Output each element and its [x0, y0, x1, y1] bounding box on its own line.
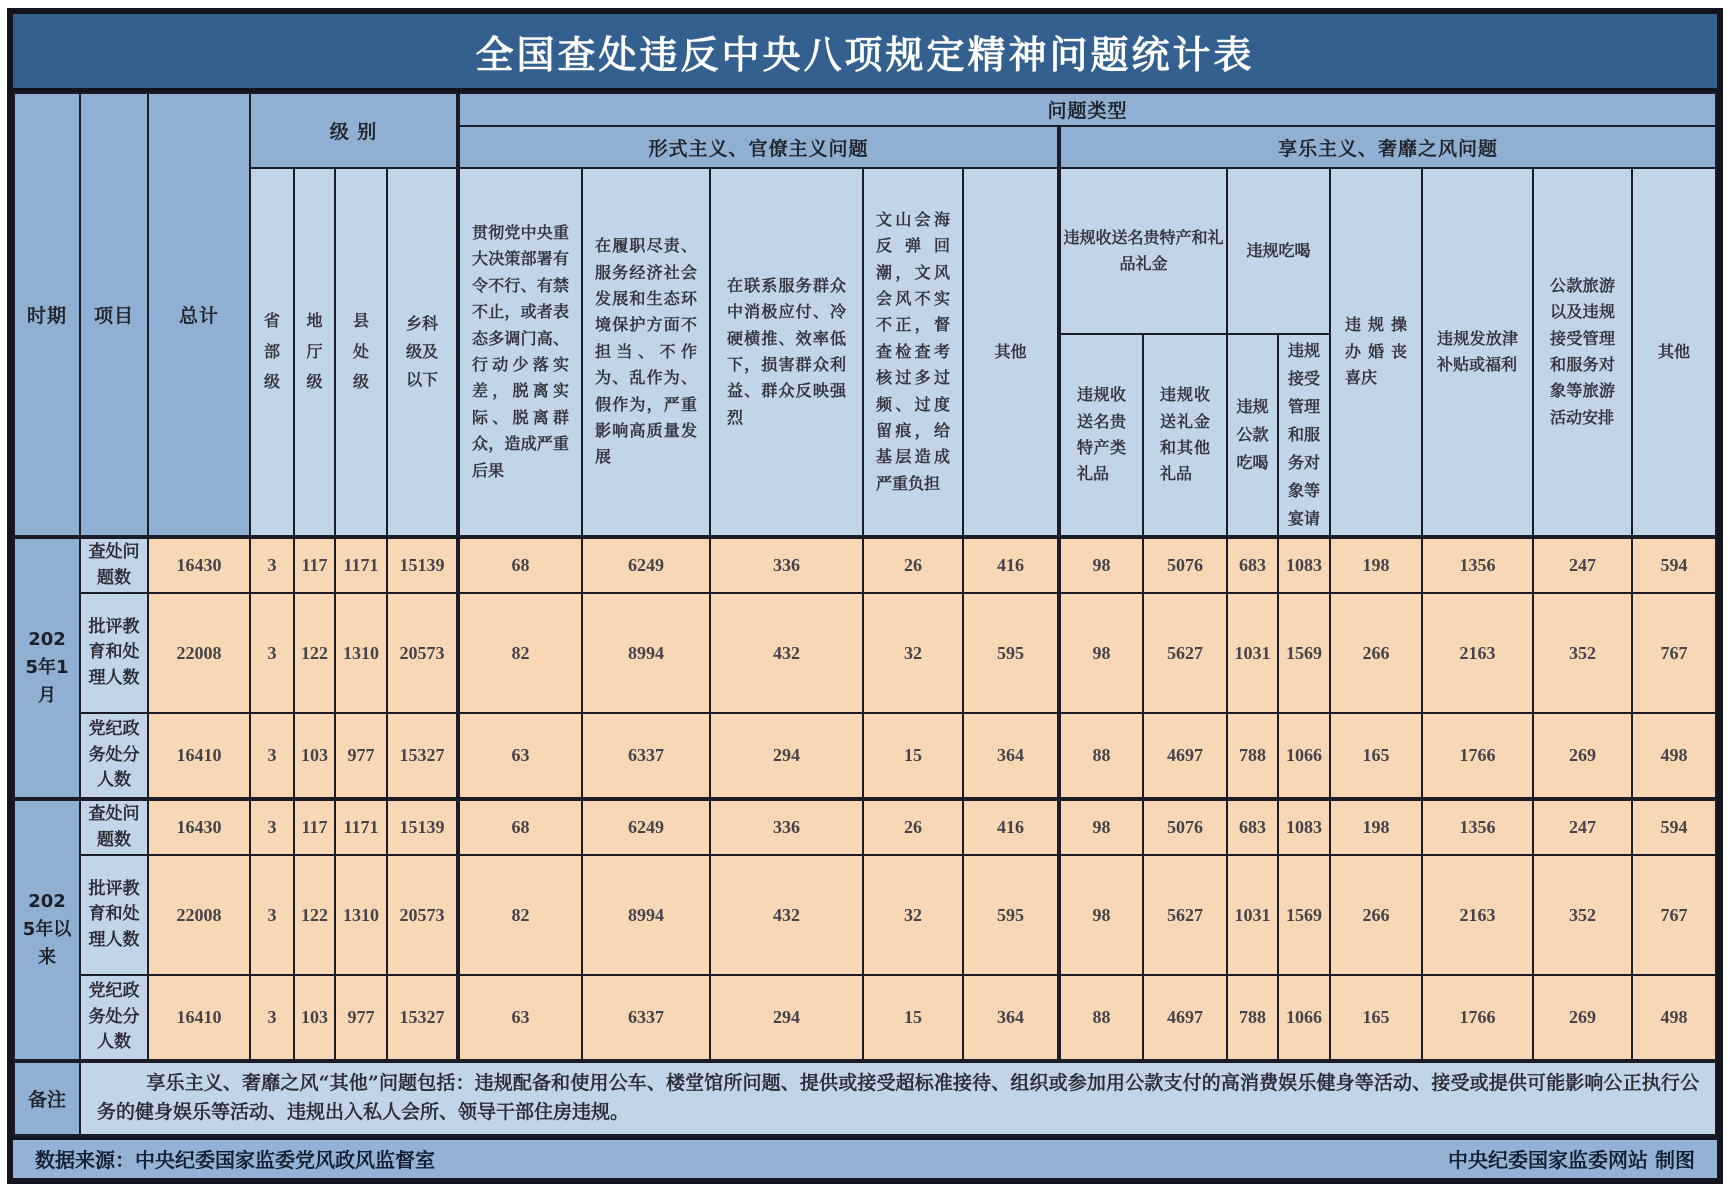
data-cell: 595 [963, 593, 1059, 713]
col-header-period: 时期 [14, 93, 80, 537]
data-cell: 6337 [582, 975, 710, 1061]
note-label: 备注 [14, 1061, 80, 1135]
data-cell: 103 [294, 713, 335, 799]
data-cell: 788 [1227, 975, 1278, 1061]
data-cell: 82 [458, 593, 582, 713]
data-cell: 594 [1632, 799, 1716, 855]
data-cell: 977 [335, 975, 387, 1061]
data-cell: 15 [863, 713, 963, 799]
data-cell: 8994 [582, 855, 710, 975]
item-cell: 党纪政务处分人数 [80, 975, 148, 1061]
band-level: 级 别 [250, 93, 458, 168]
data-cell: 20573 [387, 855, 458, 975]
data-cell: 68 [458, 799, 582, 855]
data-cell: 122 [294, 593, 335, 713]
item-cell: 党纪政务处分人数 [80, 713, 148, 799]
data-cell: 103 [294, 975, 335, 1061]
band-hedonism: 享乐主义、奢靡之风问题 [1059, 126, 1716, 168]
note-cell [80, 1061, 1716, 1135]
data-cell: 1310 [335, 855, 387, 975]
data-cell: 247 [1533, 537, 1632, 593]
hedonism-col-header-other: 其他 [1632, 168, 1716, 537]
data-cell: 98 [1059, 537, 1143, 593]
data-cell: 4697 [1143, 713, 1227, 799]
data-cell: 1083 [1278, 537, 1330, 593]
footer-credit: 中央纪委国家监委网站 制图 [1448, 1148, 1695, 1173]
data-cell: 1031 [1227, 593, 1278, 713]
formalism-col-header: 在联系服务群众中消极应付、冷硬横推、效率低下，损害群众利益、群众反映强烈 [710, 168, 863, 537]
data-cell: 15327 [387, 713, 458, 799]
note-text: 享乐主义、奢靡之风“其他”问题包括：违规配备和使用公车、楼堂馆所问题、提供或接受超标准接待、组织或参加用公款支付的高消费娱乐健身等活动、接受或提供可能影响公正执行公务的健身娱乐等活动、违规出入私人会所、领导干部住房违规。 [97, 1072, 1700, 1124]
data-cell: 63 [458, 975, 582, 1061]
data-cell: 294 [710, 975, 863, 1061]
level-col-header [335, 168, 387, 537]
group-header-dining: 违规吃喝 [1227, 168, 1330, 334]
band-formalism: 形式主义、官僚主义问题 [458, 126, 1059, 168]
data-cell: 336 [710, 799, 863, 855]
data-cell: 5076 [1143, 537, 1227, 593]
data-cell: 22008 [148, 855, 250, 975]
data-cell: 1171 [335, 537, 387, 593]
data-cell: 16410 [148, 975, 250, 1061]
data-cell: 352 [1533, 855, 1632, 975]
item-cell: 查处问题数 [80, 537, 148, 593]
data-cell: 247 [1533, 799, 1632, 855]
data-cell: 3 [250, 593, 294, 713]
data-cell: 3 [250, 799, 294, 855]
data-cell: 432 [710, 593, 863, 713]
data-cell: 165 [1330, 975, 1422, 1061]
data-cell: 15 [863, 975, 963, 1061]
data-cell: 122 [294, 855, 335, 975]
item-cell: 查处问题数 [80, 799, 148, 855]
data-cell: 3 [250, 537, 294, 593]
data-cell: 336 [710, 537, 863, 593]
data-cell: 432 [710, 855, 863, 975]
data-cell: 3 [250, 975, 294, 1061]
data-cell: 88 [1059, 713, 1143, 799]
data-cell: 15139 [387, 799, 458, 855]
data-cell: 683 [1227, 537, 1278, 593]
hedonism-col-header: 违规发放津补贴或福利 [1422, 168, 1533, 537]
data-cell: 1356 [1422, 537, 1533, 593]
data-cell: 364 [963, 713, 1059, 799]
data-cell: 63 [458, 713, 582, 799]
period-cell: 2025年1月 [14, 537, 80, 799]
data-cell: 8994 [582, 593, 710, 713]
hedonism-col-header: 违规操办婚丧喜庆 [1330, 168, 1422, 537]
item-cell: 批评教育和处理人数 [80, 593, 148, 713]
data-cell: 2163 [1422, 593, 1533, 713]
dining-sub-header [1278, 334, 1330, 537]
data-cell: 977 [335, 713, 387, 799]
data-cell: 2163 [1422, 855, 1533, 975]
data-cell: 594 [1632, 537, 1716, 593]
data-cell: 1356 [1422, 799, 1533, 855]
data-cell: 767 [1632, 593, 1716, 713]
formalism-col-header: 贯彻党中央重大决策部署有令不行、有禁不止，或者表态多调门高、行动少落实差，脱离实际、脱离群众，造成严重后果 [458, 168, 582, 537]
data-cell: 1310 [335, 593, 387, 713]
data-cell: 5627 [1143, 593, 1227, 713]
data-cell: 3 [250, 713, 294, 799]
data-cell: 266 [1330, 855, 1422, 975]
col-header-total: 总计 [148, 93, 250, 537]
data-cell: 1569 [1278, 855, 1330, 975]
data-cell: 294 [710, 713, 863, 799]
level-label: 省部级 [263, 311, 280, 392]
data-cell: 20573 [387, 593, 458, 713]
data-cell: 15139 [387, 537, 458, 593]
gifts-sub-header: 违规收送名贵特产类礼品 [1059, 334, 1143, 537]
item-cell: 批评教育和处理人数 [80, 855, 148, 975]
level-col-header [250, 168, 294, 537]
data-cell: 1766 [1422, 975, 1533, 1061]
data-cell: 198 [1330, 799, 1422, 855]
data-cell: 32 [863, 855, 963, 975]
data-cell: 683 [1227, 799, 1278, 855]
data-cell: 26 [863, 537, 963, 593]
data-cell: 6249 [582, 537, 710, 593]
data-cell: 4697 [1143, 975, 1227, 1061]
dining-sub-header [1227, 334, 1278, 537]
data-cell: 416 [963, 537, 1059, 593]
statistics-table [13, 92, 1717, 1136]
level-label: 地厅级 [306, 311, 323, 392]
data-cell: 165 [1330, 713, 1422, 799]
data-cell: 498 [1632, 713, 1716, 799]
data-cell: 32 [863, 593, 963, 713]
data-cell: 22008 [148, 593, 250, 713]
level-col-header [387, 168, 458, 537]
data-cell: 16410 [148, 713, 250, 799]
data-cell: 117 [294, 799, 335, 855]
data-cell: 5627 [1143, 855, 1227, 975]
footer-source: 数据来源：中央纪委国家监委党风政风监督室 [35, 1148, 435, 1173]
data-cell: 82 [458, 855, 582, 975]
data-cell: 117 [294, 537, 335, 593]
data-cell: 1066 [1278, 713, 1330, 799]
data-cell: 1766 [1422, 713, 1533, 799]
formalism-col-header-other: 其他 [963, 168, 1059, 537]
data-cell: 6337 [582, 713, 710, 799]
data-cell: 269 [1533, 975, 1632, 1061]
data-cell: 5076 [1143, 799, 1227, 855]
data-cell: 498 [1632, 975, 1716, 1061]
band-problem-type: 问题类型 [458, 93, 1716, 126]
statistics-sheet [7, 8, 1723, 1184]
data-cell: 1569 [1278, 593, 1330, 713]
data-cell: 3 [250, 855, 294, 975]
group-header-gifts: 违规收送名贵特产和礼品礼金 [1059, 168, 1227, 334]
data-cell: 98 [1059, 855, 1143, 975]
formalism-col-header: 文山会海反弹回潮，文风会风不实不正，督查检查考核过多过频、过度留痕，给基层造成严重负担 [863, 168, 963, 537]
data-cell: 352 [1533, 593, 1632, 713]
data-cell: 98 [1059, 799, 1143, 855]
data-cell: 6249 [582, 799, 710, 855]
data-cell: 1083 [1278, 799, 1330, 855]
data-cell: 364 [963, 975, 1059, 1061]
level-label: 乡科级及以下 [405, 314, 438, 389]
data-cell: 767 [1632, 855, 1716, 975]
dining-sub-label: 违规公款吃喝 [1236, 397, 1269, 472]
data-cell: 1171 [335, 799, 387, 855]
gifts-sub-header: 违规收送礼金和其他礼品 [1143, 334, 1227, 537]
level-label: 县处级 [352, 311, 369, 392]
hedonism-col-header: 公款旅游以及违规接受管理和服务对象等旅游活动安排 [1533, 168, 1632, 537]
data-cell: 269 [1533, 713, 1632, 799]
data-cell: 266 [1330, 593, 1422, 713]
data-cell: 26 [863, 799, 963, 855]
data-cell: 88 [1059, 975, 1143, 1061]
data-cell: 15327 [387, 975, 458, 1061]
data-cell: 1031 [1227, 855, 1278, 975]
data-cell: 68 [458, 537, 582, 593]
data-cell: 98 [1059, 593, 1143, 713]
formalism-col-header: 在履职尽责、服务经济社会发展和生态环境保护方面不担当、不作为、乱作为、假作为，严重影响高质量发展 [582, 168, 710, 537]
col-header-item: 项目 [80, 93, 148, 537]
data-cell: 595 [963, 855, 1059, 975]
data-cell: 788 [1227, 713, 1278, 799]
level-col-header [294, 168, 335, 537]
period-cell: 2025年以来 [14, 799, 80, 1061]
dining-sub-label: 违规接受管理和服务对象等宴请 [1287, 341, 1320, 528]
data-cell: 16430 [148, 799, 250, 855]
data-cell: 1066 [1278, 975, 1330, 1061]
data-cell: 416 [963, 799, 1059, 855]
data-cell: 198 [1330, 537, 1422, 593]
page-title: 全国查处违反中央八项规定精神问题统计表 [13, 14, 1717, 92]
data-cell: 16430 [148, 537, 250, 593]
